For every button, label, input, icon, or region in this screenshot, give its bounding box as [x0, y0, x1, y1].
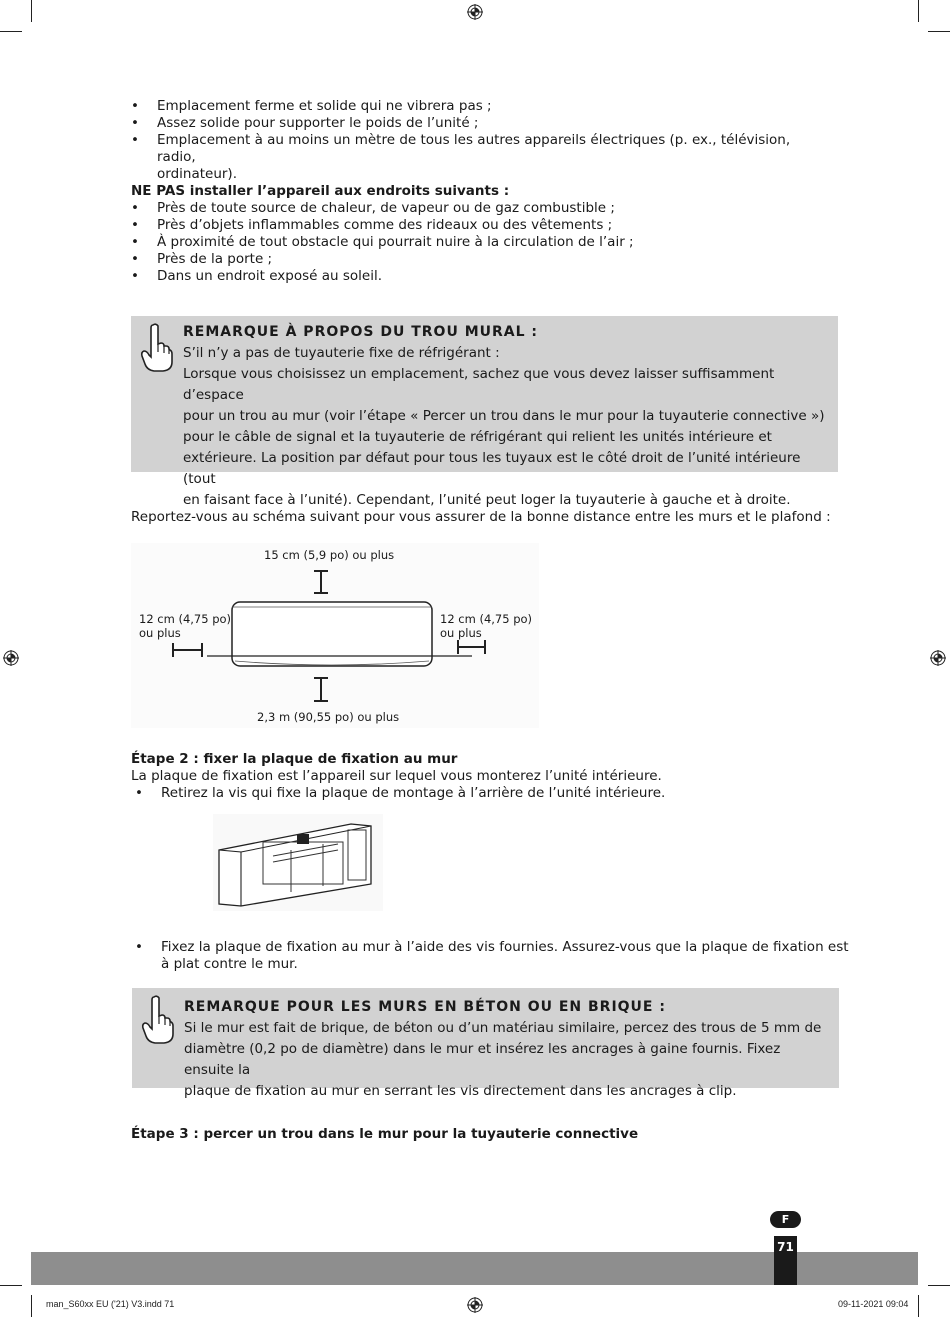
crop-mark [928, 31, 950, 32]
page-number-tab [774, 1236, 797, 1285]
left-clearance-label [139, 612, 231, 640]
schema-intro: Reportez-vous au schéma suivant pour vous assurer de la bonne distance entre les murs et le plafond : [131, 509, 831, 525]
crop-mark [0, 1285, 22, 1286]
step2-text: La plaque de fixation est l’appareil sur lequel vous monterez l’unité intérieure. [131, 768, 662, 784]
note-line: S’il n’y a pas de tuyauterie fixe de réfrigérant : [183, 345, 500, 361]
bottom-clearance-label: 2,3 m (90,55 po) ou plus [257, 710, 400, 724]
label-line: ou plus [440, 626, 482, 640]
list-item: • Emplacement à au moins un mètre de tous les autres appareils électriques (p. ex., télévision, radio, [131, 132, 791, 165]
clearance-diagram [131, 543, 539, 728]
step2-title: Étape 2 : fixer la plaque de fixation au mur [131, 751, 458, 767]
pointing-hand-icon [137, 322, 173, 374]
page-number: 71 [777, 1240, 794, 1254]
note-line: plaque de fixation au mur en serrant les vis directement dans les ancrages à clip. [184, 1083, 737, 1099]
note-line: Lorsque vous choisissez un emplacement, sachez que vous devez laisser suffisamment d’espace [183, 366, 775, 403]
list-item: • Près d’objets inflammables comme des rideaux ou des vêtements ; [131, 217, 613, 233]
warning-heading: NE PAS installer l’appareil aux endroits suivants : [131, 183, 510, 199]
list-item: • À proximité de tout obstacle qui pourrait nuire à la circulation de l’air ; [131, 234, 634, 250]
crop-mark [31, 0, 32, 22]
note-concrete-walls [132, 988, 839, 1099]
crop-mark [31, 1295, 32, 1317]
registration-mark-icon [3, 650, 19, 666]
language-badge: F [770, 1211, 801, 1228]
label-line: 12 cm (4,75 po) [440, 612, 533, 626]
note-line: pour le câble de signal et la tuyauterie de réfrigérant qui relient les unités intérieure et [183, 429, 772, 445]
list-item: • Assez solide pour supporter le poids de l’unité ; [131, 115, 479, 131]
note-line: pour un trou au mur (voir l’étape « Percer un trou dans le mur pour la tuyauterie connective ») [183, 408, 825, 424]
list-item: • Dans un endroit exposé au soleil. [131, 268, 383, 284]
bullet-line: à plat contre le mur. [161, 956, 298, 972]
crop-mark [0, 31, 22, 32]
registration-mark-icon [467, 4, 483, 20]
pointing-hand-icon [138, 994, 174, 1046]
registration-mark-icon [467, 1297, 483, 1313]
file-slug: man_S60xx EU ('21) V3.indd 71 [46, 1299, 175, 1309]
right-clearance-label [440, 612, 532, 640]
bullet-line: Fixez la plaque de fixation au mur à l’aide des vis fournies. Assurez-vous que la plaque de fixation est [161, 939, 849, 955]
list-item: • Emplacement ferme et solide qui ne vibrera pas ; [131, 98, 492, 114]
registration-mark-icon [930, 650, 946, 666]
crop-mark [928, 1285, 950, 1286]
note-wall-hole [131, 316, 838, 508]
step3-title: Étape 3 : percer un trou dans le mur pour la tuyauterie connective [131, 1126, 639, 1142]
label-line: 12 cm (4,75 po) [139, 612, 232, 626]
note-line: extérieure. La position par défaut pour tous les tuyaux est le côté droit de l’unité intérieure (tout [183, 450, 801, 487]
list-item: • Près de la porte ; [131, 251, 273, 267]
crop-mark [918, 0, 919, 22]
date-slug: 09-11-2021 09:04 [838, 1299, 909, 1309]
location-requirements-list [131, 98, 831, 183]
note-line: diamètre (0,2 po de diamètre) dans le mur et insérez les ancrages à gaine fournis. Fixez ensuite la [184, 1041, 781, 1078]
note-line: en faisant face à l’unité). Cependant, l’unité peut loger la tuyauterie à gauche et à droite. [183, 492, 791, 508]
label-line: ou plus [139, 626, 181, 640]
list-item: • Près de toute source de chaleur, de vapeur ou de gaz combustible ; [131, 200, 615, 216]
note-body [183, 343, 833, 511]
list-item-continuation: ordinateur). [157, 166, 237, 182]
note-body [184, 1018, 834, 1102]
note-line: Si le mur est fait de brique, de béton ou d’un matériau similaire, percez des trous de 5 mm de [184, 1020, 822, 1036]
note-title: REMARQUE À PROPOS DU TROU MURAL : [183, 324, 539, 340]
avoid-locations-list [131, 200, 831, 285]
top-clearance-label: 15 cm (5,9 po) ou plus [264, 548, 395, 562]
crop-mark [918, 1295, 919, 1317]
unit-back-illustration [213, 814, 383, 911]
note-title: REMARQUE POUR LES MURS EN BÉTON OU EN BRIQUE : [184, 999, 666, 1015]
